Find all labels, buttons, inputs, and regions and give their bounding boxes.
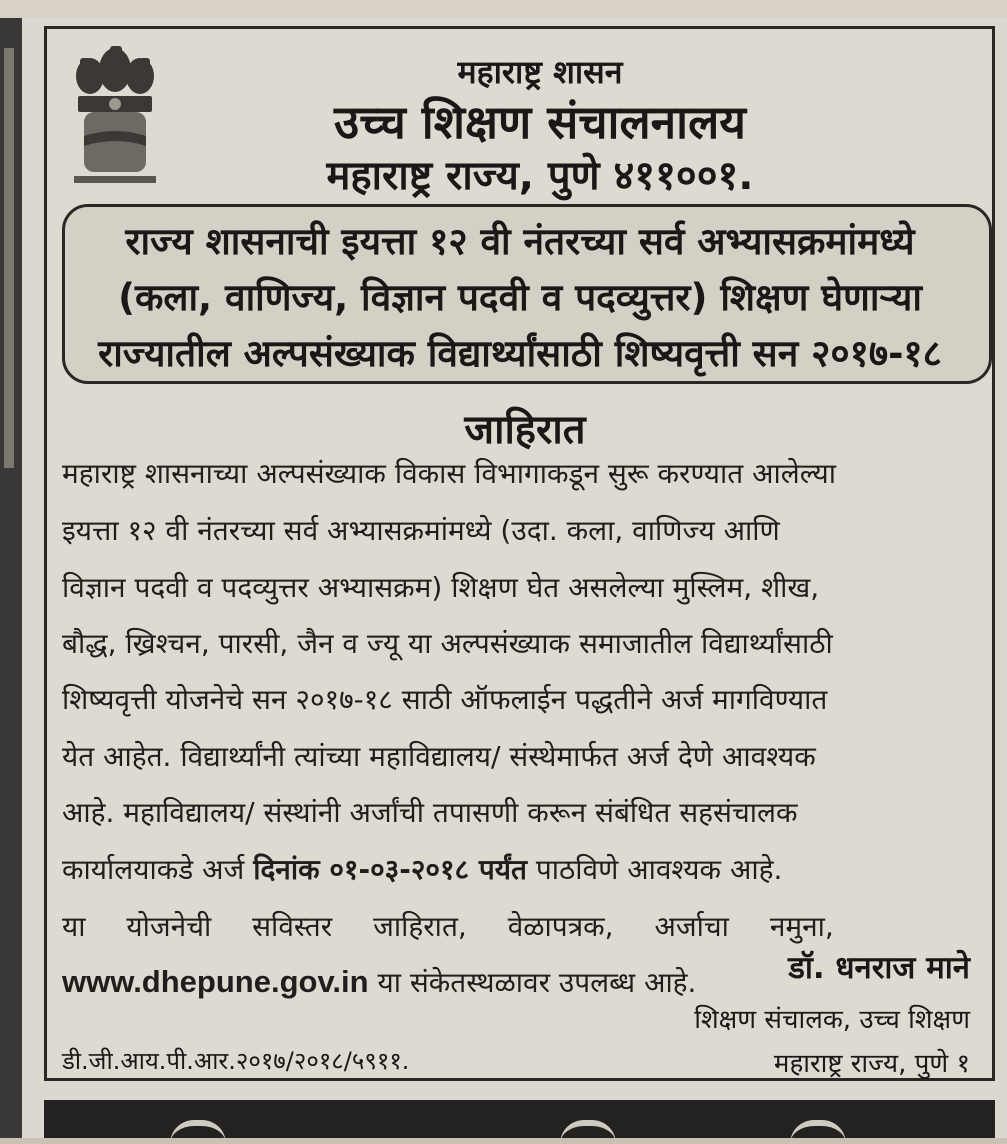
body-line: या योजनेची सविस्तर जाहिरात, वेळापत्रक, अर्जाचा नमुना, [62, 910, 834, 943]
ad-heading: जाहिरात [464, 407, 586, 453]
body-line-deadline [62, 850, 972, 888]
body-text: या संकेतस्थळावर उपलब्ध आहे. [368, 966, 697, 999]
title-line-1: राज्य शासनाची इयत्ता १२ वी नंतरच्या सर्व अभ्यासक्रमांमध्ये [125, 220, 915, 263]
reference-number: डी.जी.आय.पी.आर.२०१७/२०१८/५९११. [62, 1047, 410, 1075]
left-page-edge-highlight [4, 48, 14, 468]
body-text: पाठविणे आवश्यक आहे. [526, 853, 783, 886]
top-strip [0, 0, 1007, 19]
title-line-3: राज्यातील अल्पसंख्याक विद्यार्थ्यांसाठी शिष्यवृत्ती सन २०१७-१८ [98, 332, 942, 375]
body-line: बौद्ध, ख्रिश्चन, पारसी, जैन व ज्यू या अल्पसंख्याक समाजातील विद्यार्थ्यांसाठी [62, 627, 833, 660]
govt-name: महाराष्ट्र शासन [457, 53, 623, 91]
body-line: इयत्ता १२ वी नंतरच्या सर्व अभ्यासक्रमांमध्ये (उदा. कला, वाणिज्य आणि [62, 514, 780, 547]
signatory-name: डॉ. धनराज माने [788, 950, 970, 986]
deadline-date: दिनांक ०१-०३-२०१८ पर्यंत [253, 853, 527, 886]
signatory-title: शिक्षण संचालक, उच्च शिक्षण [694, 1005, 970, 1035]
department-address: महाराष्ट्र राज्य, पुणे ४११००१. [326, 153, 754, 199]
department-name: उच्च शिक्षण संचालनालय [334, 95, 746, 149]
body-line: येत आहेत. विद्यार्थ्यांनी त्यांच्या महाविद्यालय/ संस्थेमार्फत अर्ज देणे आवश्यक [62, 740, 816, 773]
body-line: आहे. महाविद्यालय/ संस्थांनी अर्जांची तपासणी करून संबंधित सहसंचालक [62, 796, 798, 829]
left-page-edge [0, 18, 22, 1138]
body-text: कार्यालयाकडे अर्ज [62, 853, 254, 886]
title-line-2: (कला, वाणिज्य, विज्ञान पदवी व पदव्युत्तर) शिक्षण घेणाऱ्या [118, 276, 922, 319]
website-link[interactable]: www.dhepune.gov.in [62, 964, 369, 999]
signatory-place: महाराष्ट्र राज्य, पुणे १ [773, 1049, 970, 1079]
body-line: शिष्यवृत्ती योजनेचे सन २०१७-१८ साठी ऑफलाईन पद्धतीने अर्ज मागविण्यात [62, 683, 828, 716]
body-line: विज्ञान पदवी व पदव्युत्तर अभ्यासक्रम) शिक्षण घेत असलेल्या मुस्लिम, शीख, [62, 571, 820, 604]
body-line: महाराष्ट्र शासनाच्या अल्पसंख्याक विकास विभागाकडून सुरू करण्यात आलेल्या [62, 457, 837, 490]
ashoka-emblem-icon [70, 36, 160, 186]
